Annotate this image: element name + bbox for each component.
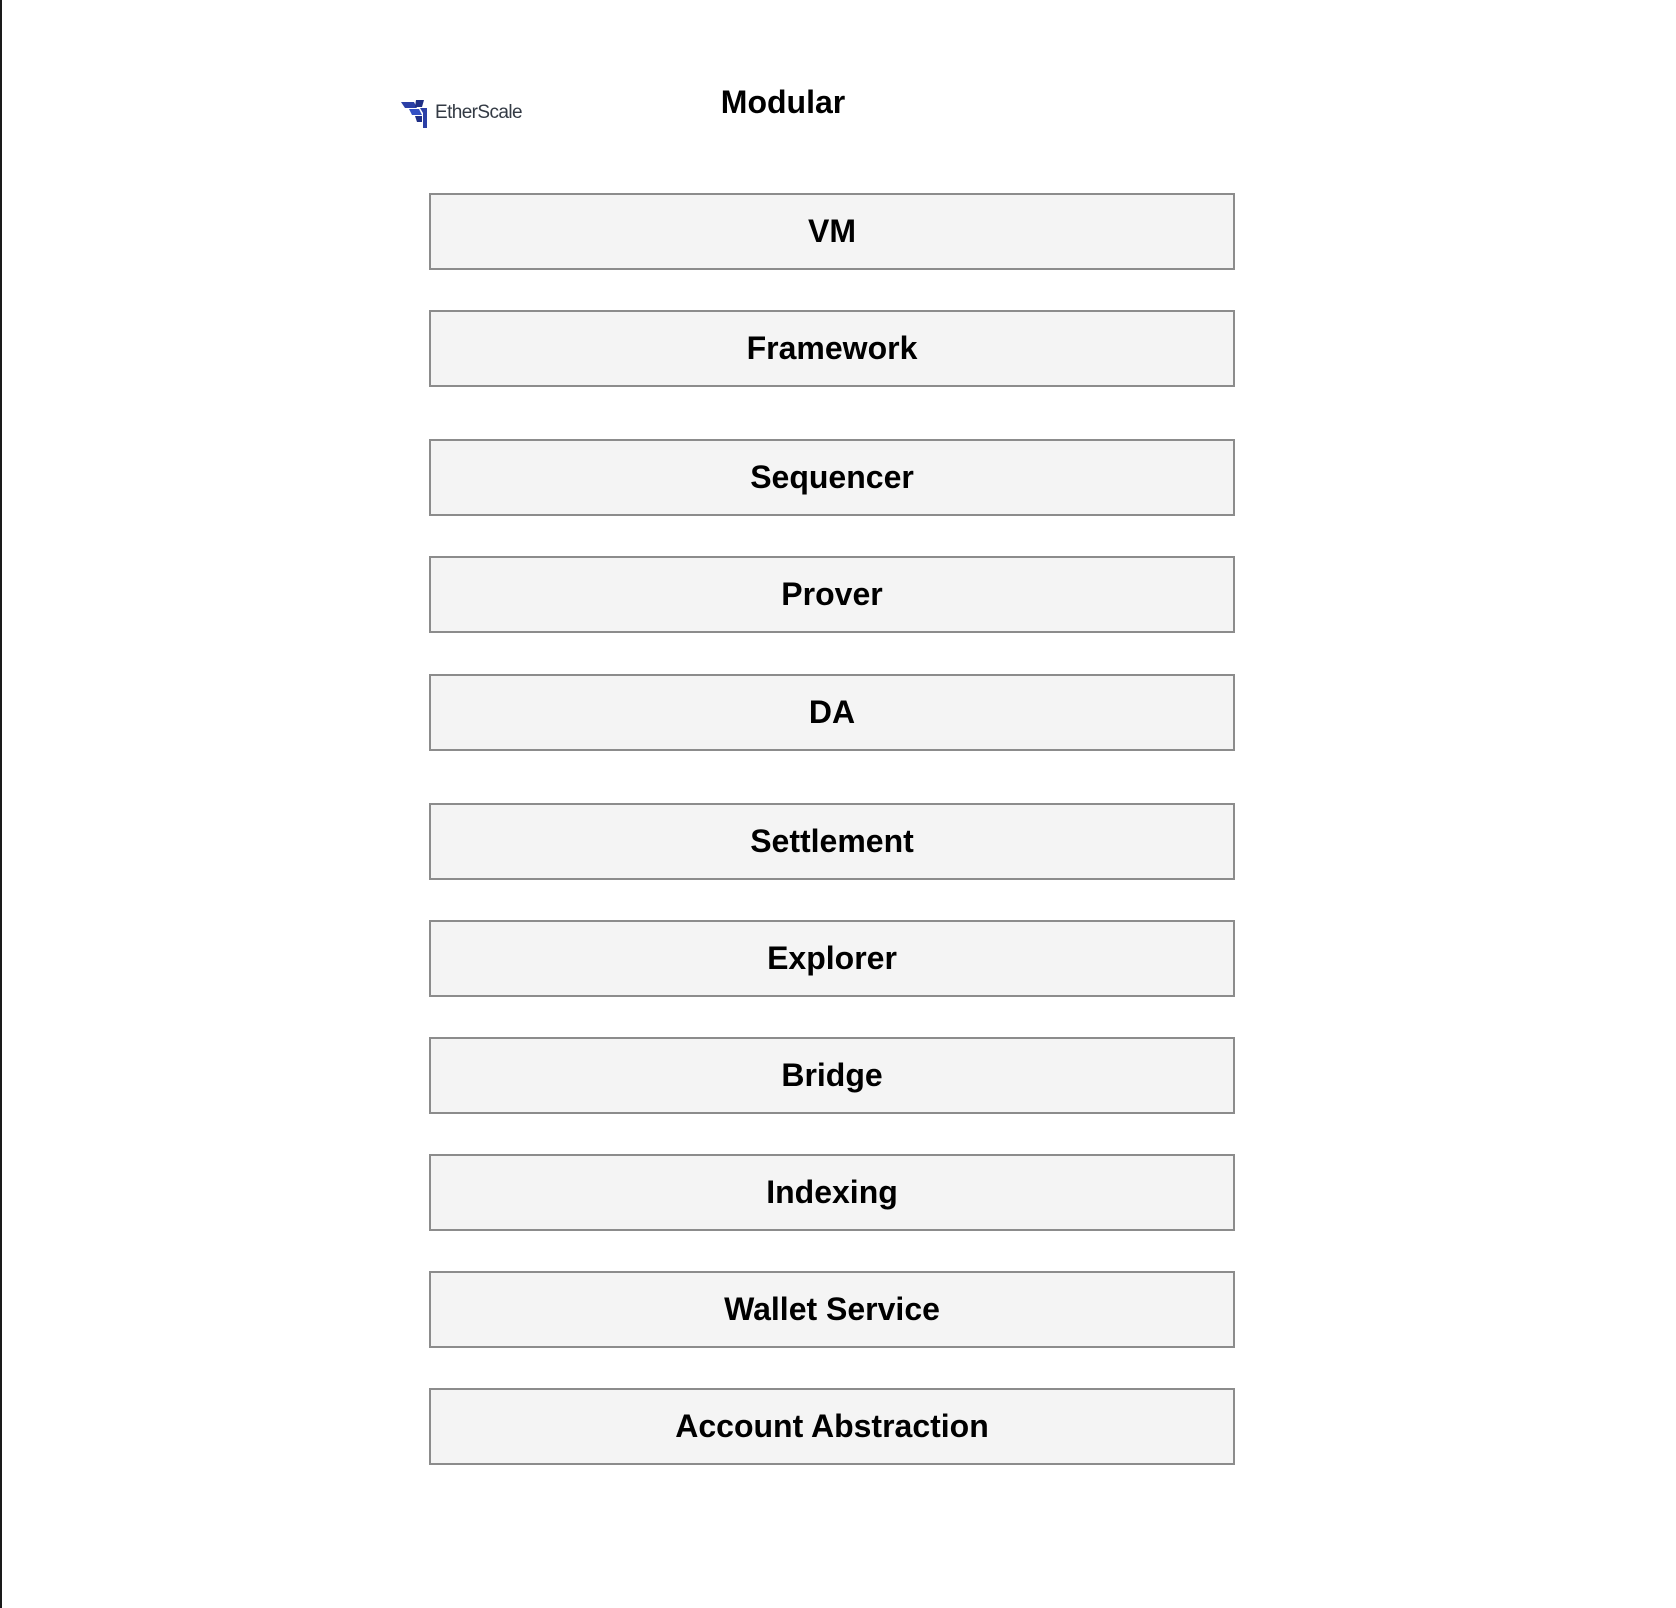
module-prover[interactable]: Prover bbox=[429, 556, 1235, 633]
brand-logo bbox=[401, 96, 522, 130]
brand-name: EtherScale bbox=[435, 102, 522, 123]
module-settlement[interactable]: Settlement bbox=[429, 803, 1235, 880]
etherscale-logo-icon bbox=[401, 98, 429, 128]
module-da[interactable]: DA bbox=[429, 674, 1235, 751]
module-sequencer[interactable]: Sequencer bbox=[429, 439, 1235, 516]
diagram-title: Modular bbox=[720, 84, 846, 120]
module-wallet-service[interactable]: Wallet Service bbox=[429, 1271, 1235, 1348]
left-border-line bbox=[0, 0, 2, 1608]
module-bridge[interactable]: Bridge bbox=[429, 1037, 1235, 1114]
module-explorer[interactable]: Explorer bbox=[429, 920, 1235, 997]
module-framework[interactable]: Framework bbox=[429, 310, 1235, 387]
module-vm[interactable]: VM bbox=[429, 193, 1235, 270]
module-account-abstraction[interactable]: Account Abstraction bbox=[429, 1388, 1235, 1465]
module-indexing[interactable]: Indexing bbox=[429, 1154, 1235, 1231]
